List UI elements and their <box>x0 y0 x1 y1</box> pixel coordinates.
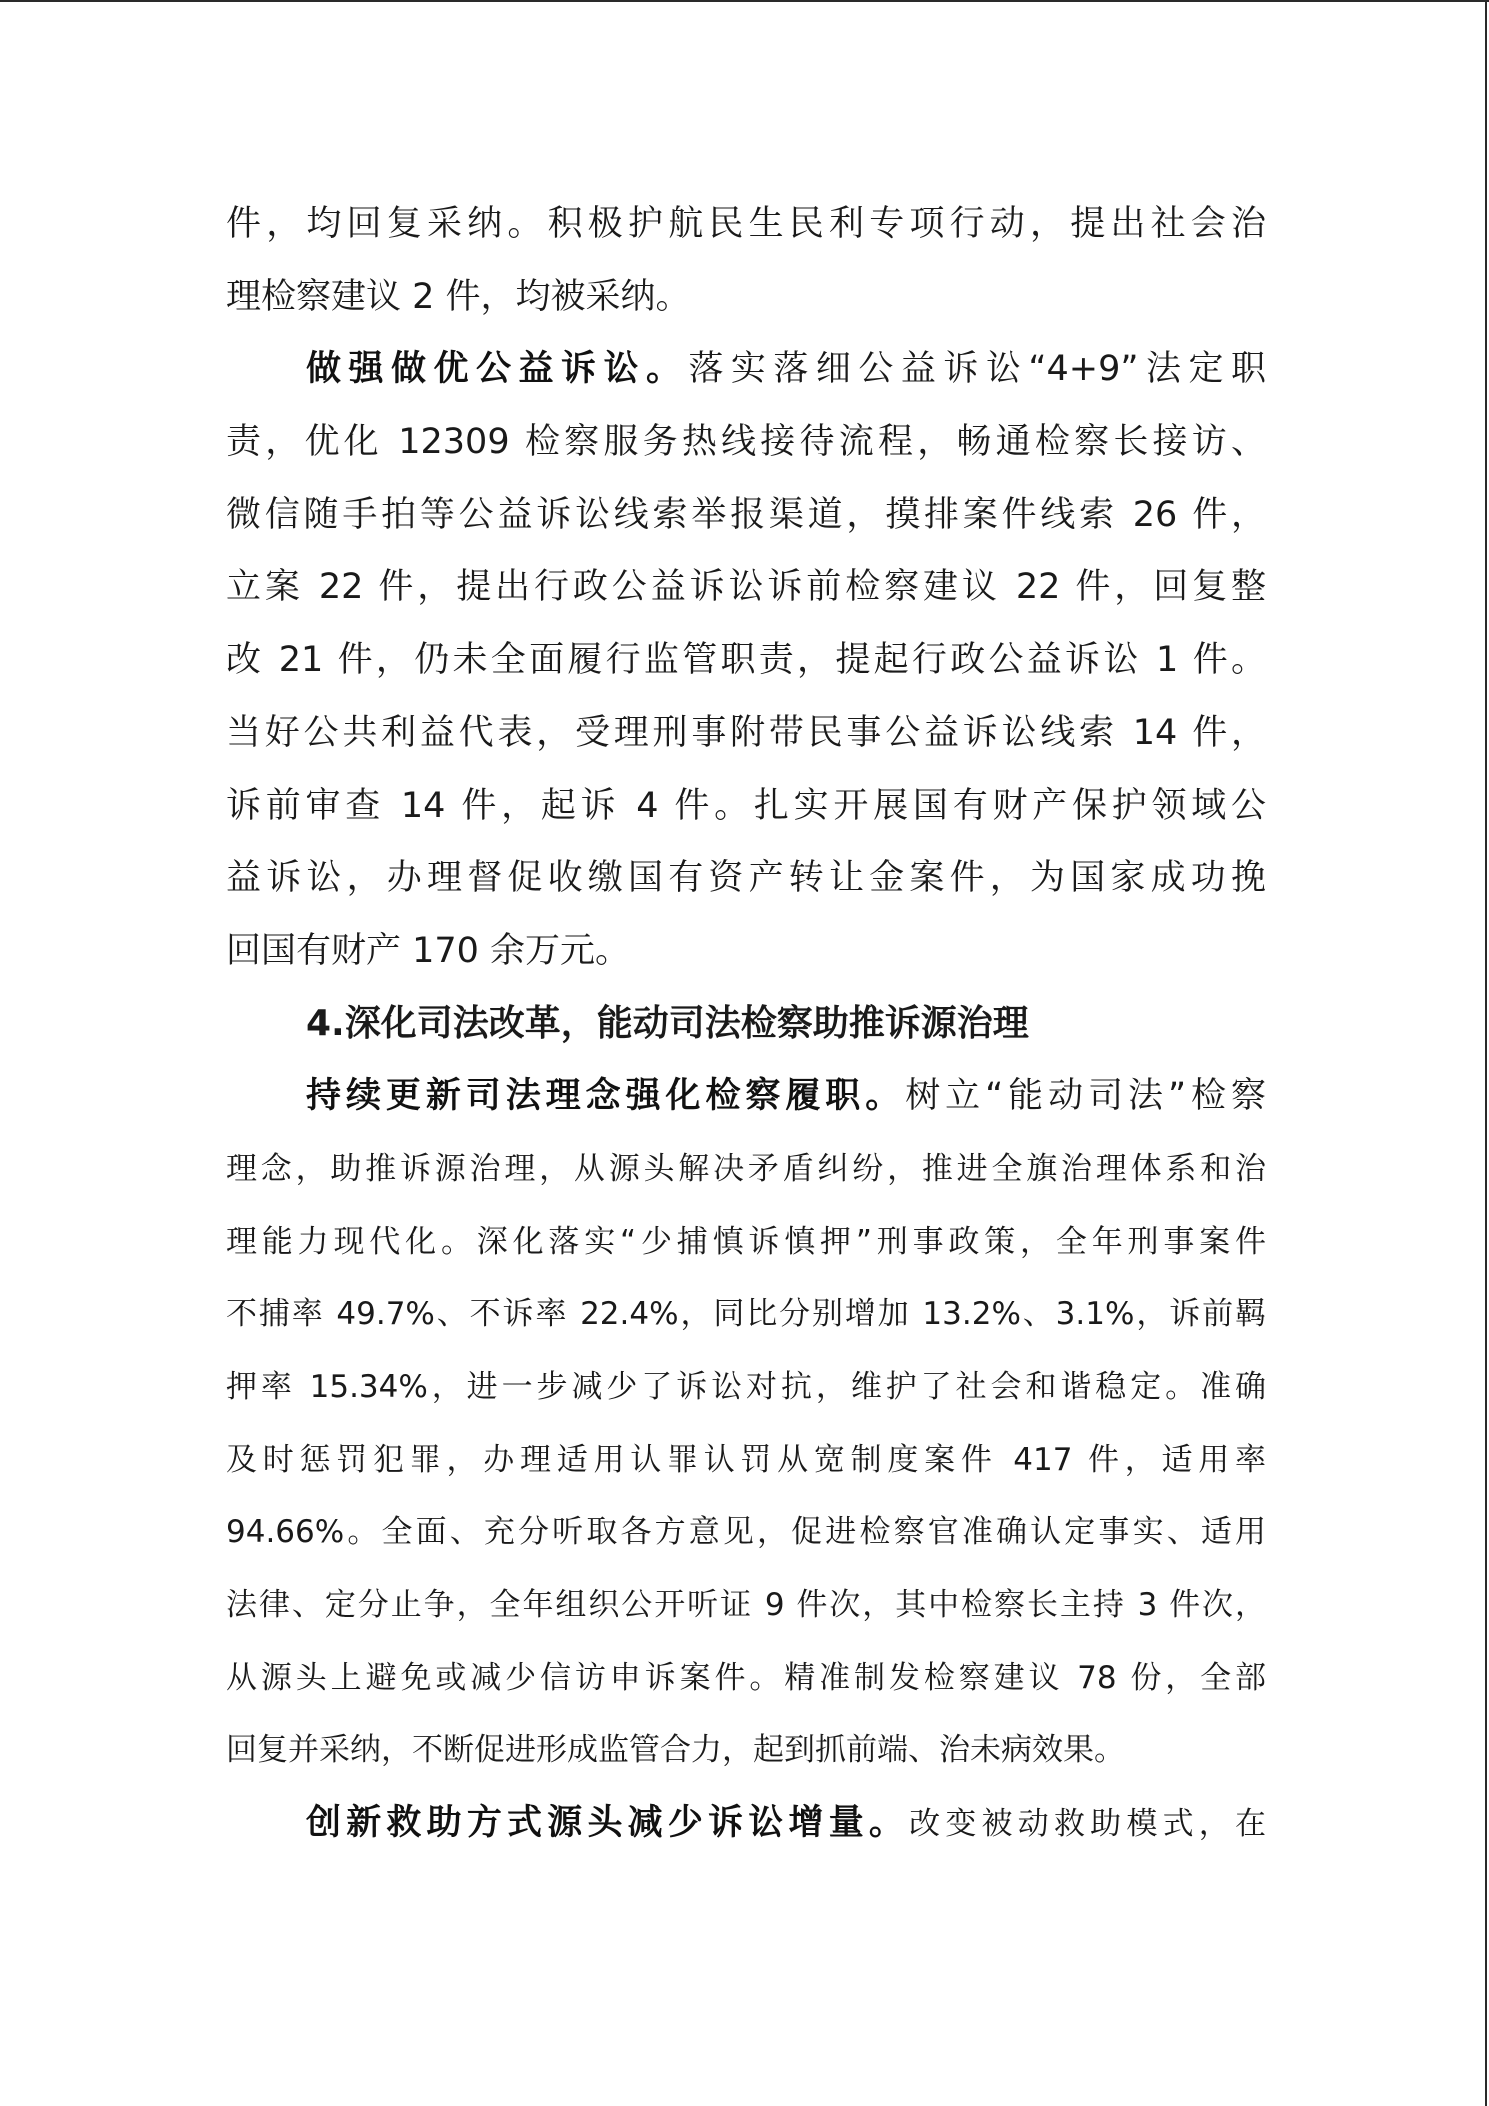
text-line: 不捕率 49.7%、不诉率 22.4%，同比分别增加 13.2%、3.1%，诉前羁 <box>226 1296 1266 1333</box>
text-line: 件，均回复采纳。积极护航民生民利专项行动，提出社会治 <box>226 204 1266 244</box>
paragraph-lead: 做强做优公益诉讼。 <box>306 349 689 390</box>
text-line: 理念，助推诉源治理，从源头解决矛盾纠纷，推进全旗治理体系和治 <box>226 1150 1266 1187</box>
text-line: 理检察建议 2 件，均被采纳。 <box>226 276 691 317</box>
page-border-top <box>0 0 1489 2</box>
text-span: 落实落细公益诉讼“4+9”法定职 <box>688 349 1266 390</box>
paragraph-continuation <box>226 188 1266 333</box>
page-border-right <box>1485 0 1487 2106</box>
section-heading: 4.深化司法改革，能动司法检察助推诉源治理 <box>306 1002 1029 1044</box>
text-span: 改变被动救助模式，在 <box>909 1806 1266 1843</box>
paragraph-lead: 创新救助方式源头减少诉讼增量。 <box>306 1803 910 1844</box>
text-line: 从源头上避免或减少信访申诉案件。精准制发检察建议 78 份，全部 <box>226 1659 1266 1696</box>
text-line <box>226 1787 1266 1860</box>
text-span: 树立“能动司法”检察 <box>905 1076 1266 1117</box>
text-line: 益诉讼，办理督促收缴国有资产转让金案件，为国家成功挽 <box>226 858 1266 899</box>
text-line: 当好公共利益代表，受理刑事附带民事公益诉讼线索 14 件， <box>226 712 1266 753</box>
text-line: 及时惩罚犯罪，办理适用认罪认罚从宽制度案件 417 件，适用率 <box>226 1441 1266 1478</box>
text-line: 微信随手拍等公益诉讼线索举报渠道，摸排案件线索 26 件， <box>226 494 1266 535</box>
text-line: 回国有财产 170 余万元。 <box>226 930 631 971</box>
text-line: 立案 22 件，提出行政公益诉讼诉前检察建议 22 件，回复整 <box>226 567 1266 608</box>
text-line <box>226 333 1266 406</box>
document-body <box>226 188 1266 1860</box>
paragraph-lead: 持续更新司法理念强化检察履职。 <box>306 1076 906 1117</box>
paragraph-judicial-philosophy <box>226 1060 1266 1787</box>
text-line: 94.66%。全面、充分听取各方意见，促进检察官准确认定事实、适用 <box>226 1514 1266 1551</box>
text-line: 法律、定分止争，全年组织公开听证 9 件次，其中检察长主持 3 件次， <box>226 1587 1266 1624</box>
text-line: 回复并采纳，不断促进形成监管合力，起到抓前端、治未病效果。 <box>226 1732 1125 1769</box>
text-line: 理能力现代化。深化落实“少捕慎诉慎押”刑事政策，全年刑事案件 <box>226 1223 1266 1260</box>
text-line: 改 21 件，仍未全面履行监管职责，提起行政公益诉讼 1 件。 <box>226 640 1266 681</box>
text-line <box>226 1060 1266 1133</box>
text-line: 责，优化 12309 检察服务热线接待流程，畅通检察长接访、 <box>226 422 1266 463</box>
paragraph-public-interest-litigation <box>226 333 1266 987</box>
text-line: 诉前审查 14 件，起诉 4 件。扎实开展国有财产保护领域公 <box>226 785 1266 826</box>
paragraph-innovative-aid <box>226 1787 1266 1860</box>
text-line: 押率 15.34%，进一步减少了诉讼对抗，维护了社会和谐稳定。准确 <box>226 1369 1266 1405</box>
